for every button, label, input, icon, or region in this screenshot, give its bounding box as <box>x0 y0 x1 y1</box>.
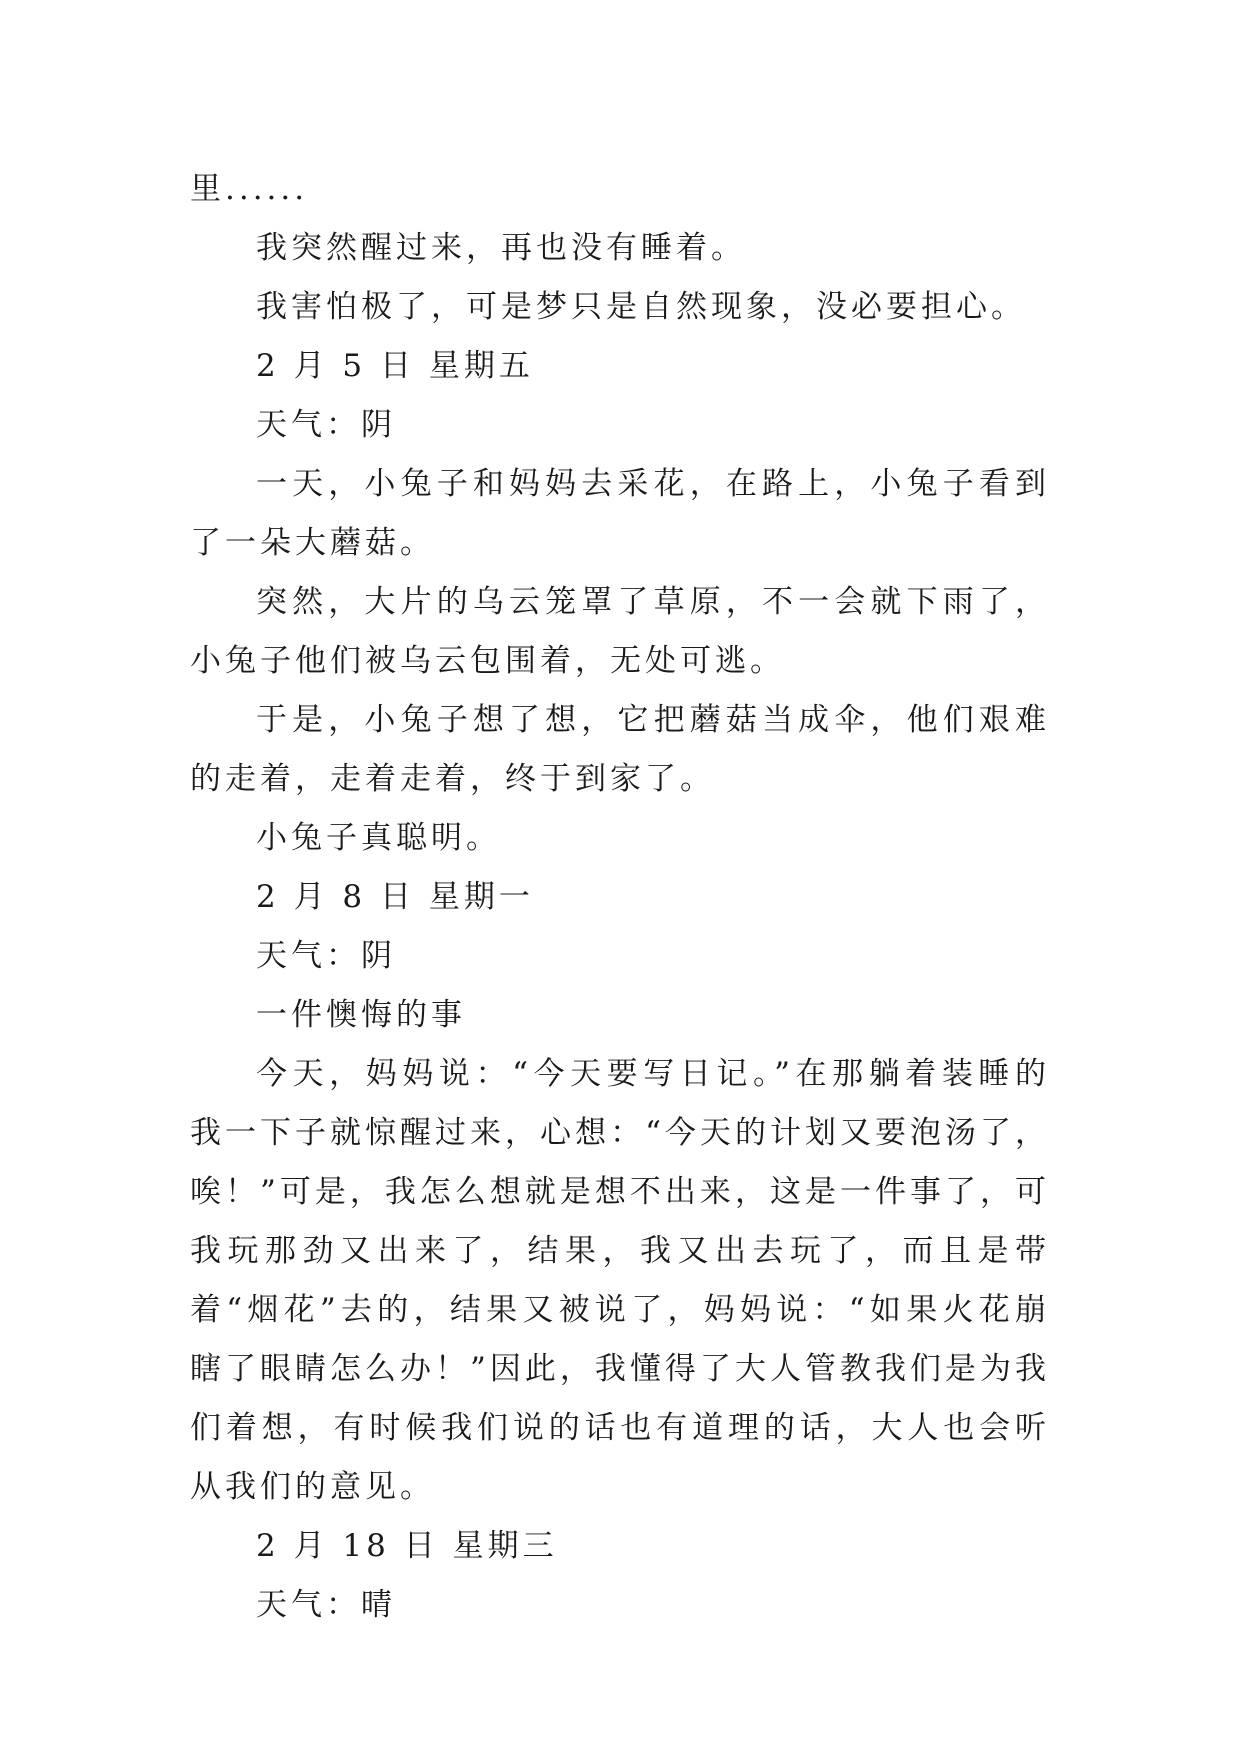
diary-entry-title: 一件懊悔的事 <box>256 997 466 1033</box>
paragraph: 一天，小兔子和妈妈去采花，在路上，小兔子看到了一朵大蘑菇。 <box>190 466 1050 561</box>
diary-date: 2 月 5 日 星期五 <box>256 348 534 384</box>
diary-date: 2 月 18 日 星期三 <box>256 1528 558 1564</box>
diary-weather: 天气：晴 <box>256 1587 396 1623</box>
document-body <box>190 160 1050 1635</box>
diary-weather: 天气：阴 <box>256 407 396 443</box>
paragraph: 小兔子真聪明。 <box>256 820 501 856</box>
diary-date: 2 月 8 日 星期一 <box>256 879 534 915</box>
paragraph: 今天，妈妈说：“今天要写日记。”在那躺着装睡的我一下子就惊醒过来，心想：“今天的计划又要泡汤了，唉！”可是，我怎么想就是想不出来，这是一件事了，可我玩那劲又出来了，结果，我又出去玩了，而且是带着“烟花”去的，结果又被说了，妈妈说：“如果火花崩瞎了眼睛怎么办！”因此，我懂得了大人管教我们是为我们着想，有时候我们说的话也有道理的话，大人也会听从我们的意见。 <box>190 1056 1050 1505</box>
paragraph: 于是，小兔子想了想，它把蘑菇当成伞，他们艰难的走着，走着走着，终于到家了。 <box>190 702 1050 797</box>
paragraph-continuation: 里...... <box>190 171 309 207</box>
diary-weather: 天气：阴 <box>256 938 396 974</box>
paragraph: 我害怕极了，可是梦只是自然现象，没必要担心。 <box>256 289 1026 325</box>
paragraph: 我突然醒过来，再也没有睡着。 <box>256 230 746 266</box>
paragraph: 突然，大片的乌云笼罩了草原，不一会就下雨了，小兔子他们被乌云包围着，无处可逃。 <box>190 584 1050 679</box>
